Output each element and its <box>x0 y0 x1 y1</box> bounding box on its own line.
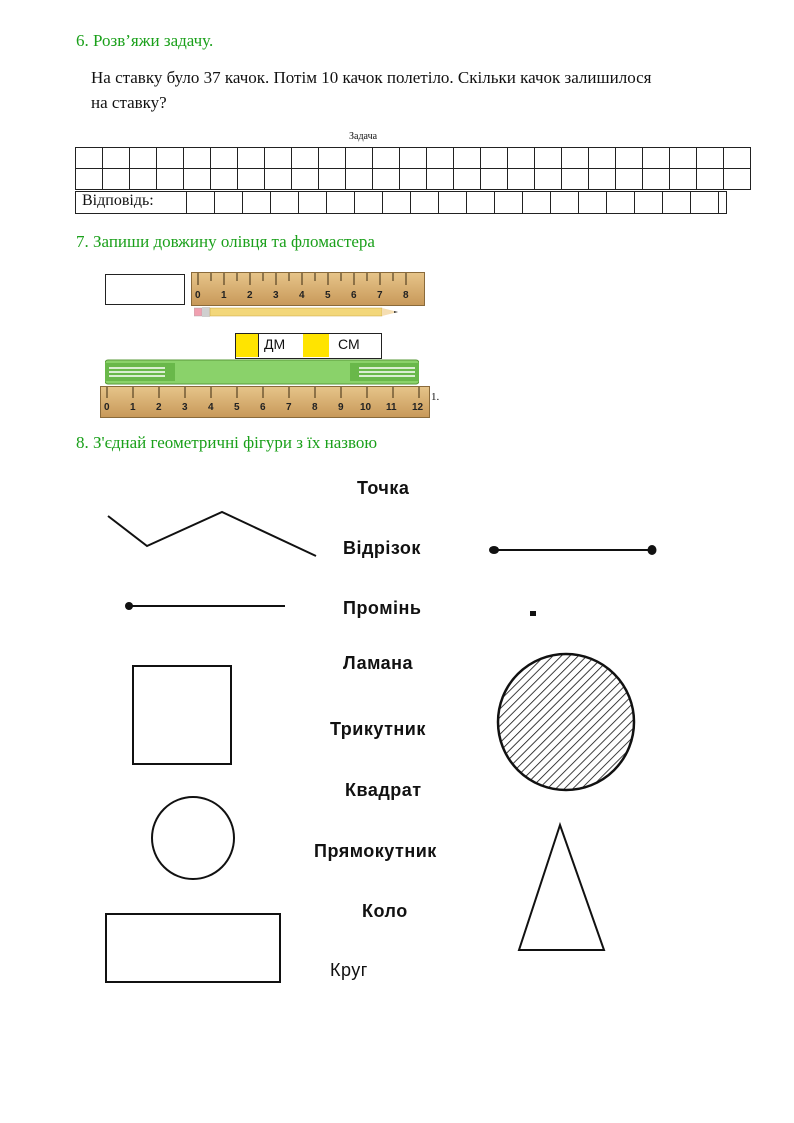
answer-cells[interactable] <box>186 191 726 214</box>
grid-cell[interactable] <box>562 169 589 190</box>
grid-cell[interactable] <box>697 148 724 169</box>
task6-text-line2: на ставку? <box>91 93 167 112</box>
ruler-bottom <box>100 386 430 418</box>
grid-cell[interactable] <box>211 169 238 190</box>
grid-cell[interactable] <box>373 148 400 169</box>
grid-cell[interactable] <box>481 169 508 190</box>
grid-cell[interactable] <box>76 148 103 169</box>
ruler-top-label: 3 <box>273 290 279 301</box>
grid-cell[interactable] <box>427 169 454 190</box>
square-shape[interactable] <box>133 666 231 764</box>
grid-cell[interactable] <box>238 169 265 190</box>
grid-cell[interactable] <box>103 148 130 169</box>
shape-name-rectangle[interactable]: Прямокутник <box>314 841 437 861</box>
shape-name-triangle[interactable]: Трикутник <box>330 719 426 739</box>
grid-cell[interactable] <box>670 148 697 169</box>
shapes-canvas <box>0 470 794 1010</box>
grid-cell[interactable] <box>481 148 508 169</box>
answer-label: Відповідь: <box>82 192 154 209</box>
grid-cell[interactable] <box>103 169 130 190</box>
shape-name-disk[interactable]: Круг <box>330 960 368 980</box>
ruler-top-label: 4 <box>299 290 305 301</box>
task6-heading: 6. Розв’яжи задачу. <box>76 31 214 50</box>
grid-cell[interactable] <box>724 169 751 190</box>
shape-name-square[interactable]: Квадрат <box>345 780 422 800</box>
grid-cell[interactable] <box>130 148 157 169</box>
grid-row <box>76 169 751 190</box>
grid-cell[interactable] <box>265 169 292 190</box>
pencil-answer-box[interactable] <box>105 274 185 305</box>
polyline-shape[interactable] <box>108 512 316 556</box>
ruler-bottom-label: 9 <box>338 402 344 413</box>
grid-cell[interactable] <box>211 148 238 169</box>
unit-dm-label: ДМ <box>264 336 286 352</box>
task6-text-line1: На ставку було 37 качок. Потім 10 качок полетіло. Скільки качок залишилося <box>91 68 652 87</box>
grid-cell[interactable] <box>643 169 670 190</box>
grid-cell[interactable] <box>535 169 562 190</box>
ruler-bottom-label: 3 <box>182 402 188 413</box>
footnote: 1. <box>431 391 440 403</box>
ruler-top-label: 8 <box>403 290 409 301</box>
triangle-shape[interactable] <box>519 825 604 950</box>
disk-shape[interactable] <box>498 654 634 790</box>
grid-cell[interactable] <box>130 169 157 190</box>
grid-cell[interactable] <box>616 169 643 190</box>
unit-cm-label: СМ <box>338 336 360 352</box>
ruler-top-label: 0 <box>195 290 201 301</box>
grid-cell[interactable] <box>319 169 346 190</box>
ruler-top-label: 5 <box>325 290 331 301</box>
grid-cell[interactable] <box>670 169 697 190</box>
grid-cell[interactable] <box>184 169 211 190</box>
shape-name-segment[interactable]: Відрізок <box>343 538 421 558</box>
grid-cell[interactable] <box>535 148 562 169</box>
ruler-bottom-label: 1 <box>130 402 136 413</box>
ruler-bottom-label: 7 <box>286 402 292 413</box>
grid-cell[interactable] <box>697 169 724 190</box>
grid-cell[interactable] <box>724 148 751 169</box>
ruler-top-label: 7 <box>377 290 383 301</box>
grid-cell[interactable] <box>346 169 373 190</box>
ruler-bottom-label: 0 <box>104 402 110 413</box>
grid-cell[interactable] <box>238 148 265 169</box>
ruler-top-label: 2 <box>247 290 253 301</box>
cm-input-cell[interactable] <box>303 334 329 357</box>
segment-shape[interactable] <box>489 545 657 555</box>
grid-cell[interactable] <box>400 169 427 190</box>
ray-shape[interactable] <box>125 602 285 610</box>
task8-heading: 8. З'єднай геометричні фігури з їх назвою <box>76 433 378 452</box>
grid-cell[interactable] <box>292 148 319 169</box>
grid-cell[interactable] <box>184 148 211 169</box>
grid-cell[interactable] <box>427 148 454 169</box>
ruler-bottom-label: 12 <box>412 402 424 413</box>
divider <box>258 334 259 357</box>
grid-cell[interactable] <box>292 169 319 190</box>
shape-name-circle[interactable]: Коло <box>362 901 408 921</box>
grid-cell[interactable] <box>589 169 616 190</box>
rectangle-shape[interactable] <box>106 914 280 982</box>
grid-cell[interactable] <box>76 169 103 190</box>
grid-cell[interactable] <box>157 148 184 169</box>
circle-shape[interactable] <box>152 797 234 879</box>
grid-cell[interactable] <box>589 148 616 169</box>
ruler-top-label: 6 <box>351 290 357 301</box>
grid-cell[interactable] <box>616 148 643 169</box>
ruler-top <box>191 272 425 306</box>
grid-cell[interactable] <box>400 148 427 169</box>
grid-cell[interactable] <box>157 169 184 190</box>
ruler-bottom-label: 2 <box>156 402 162 413</box>
solution-grid[interactable] <box>75 147 751 190</box>
dm-input-cell[interactable] <box>236 334 258 357</box>
grid-cell[interactable] <box>508 148 535 169</box>
shape-name-point[interactable]: Точка <box>357 478 410 498</box>
ruler-bottom-label: 11 <box>386 402 397 413</box>
pencil-image <box>194 305 406 319</box>
task6-table-caption: Задача <box>349 131 378 142</box>
grid-cell[interactable] <box>373 169 400 190</box>
grid-cell[interactable] <box>265 148 292 169</box>
ruler-bottom-label: 4 <box>208 402 214 413</box>
grid-row <box>76 148 751 169</box>
shape-name-polyline[interactable]: Ламана <box>343 653 414 673</box>
grid-cell[interactable] <box>454 148 481 169</box>
task7-heading: 7. Запиши довжину олівця та фломастера <box>76 232 375 251</box>
ruler-bottom-label: 5 <box>234 402 240 413</box>
shape-name-ray[interactable]: Промінь <box>343 598 422 618</box>
grid-cell[interactable] <box>454 169 481 190</box>
grid-cell[interactable] <box>346 148 373 169</box>
grid-cell[interactable] <box>643 148 670 169</box>
point-shape[interactable] <box>530 611 536 616</box>
marker-image <box>105 359 419 385</box>
grid-cell[interactable] <box>319 148 346 169</box>
grid-cell[interactable] <box>508 169 535 190</box>
ruler-bottom-label: 10 <box>360 402 372 413</box>
ruler-bottom-label: 6 <box>260 402 266 413</box>
ruler-bottom-label: 8 <box>312 402 318 413</box>
grid-cell[interactable] <box>562 148 589 169</box>
ruler-top-label: 1 <box>221 290 227 301</box>
